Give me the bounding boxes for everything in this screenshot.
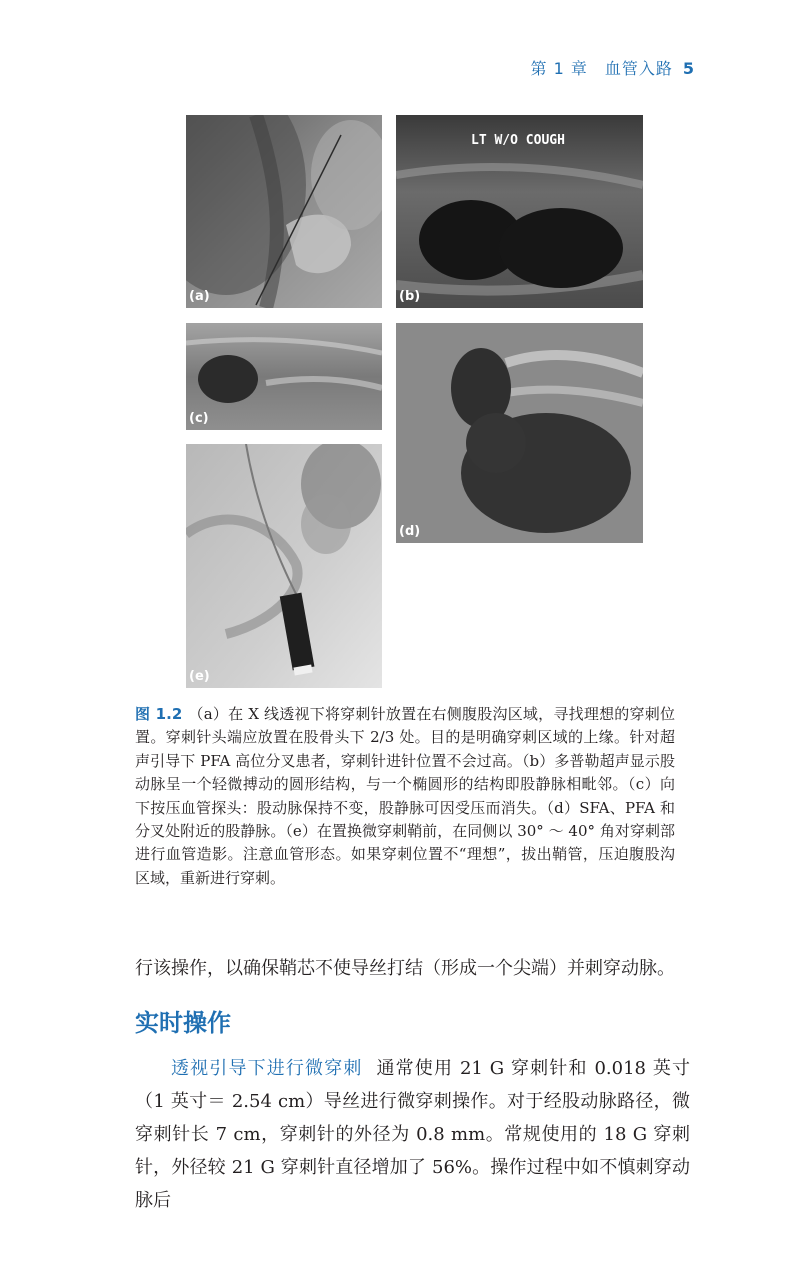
running-header — [531, 56, 696, 79]
section-title: 实时操作 — [135, 1009, 231, 1037]
angiography-image-e — [186, 444, 382, 688]
caption-text: （a）在 X 线透视下将穿刺针放置在右侧腹股沟区域，寻找理想的穿刺位置。穿刺针头端应放置在股骨头下 2/3 处。目的是明确穿刺区域的上缘。针对超声引导下 PFA 高位分叉患者，穿刺针进针位置不会过高。（b）多普勒超声显示股动脉呈一个轻微搏动的圆形结构，与一个椭圆形的结构即股静脉相毗邻。（c）向下按压血管探头：股动脉保持不变，股静脉可因受压而消失。（d）SFA、PFA 和分叉处附近的股静脉。（e）在置换微穿刺鞘前，在同侧以 30° ～ 40° 角对穿刺部进行血管造影。注意血管形态。如果穿刺位置不“理想”，拔出鞘管，压迫腹股沟区域，重新进行穿刺。 — [135, 705, 675, 887]
ultrasound-image-d — [396, 323, 643, 543]
panel-label-c: (c) — [189, 411, 209, 426]
panel-label-a: (a) — [189, 289, 210, 304]
figure-caption — [135, 703, 675, 890]
body-paragraph — [135, 1052, 690, 1217]
figure-panel-b — [396, 115, 643, 308]
panel-label-d: (d) — [399, 524, 421, 539]
page-number: 5 — [682, 59, 695, 78]
continued-text: 行该操作，以确保鞘芯不使导丝打结（形成一个尖端）并刺穿动脉。 — [135, 958, 675, 979]
paragraph-lead: 透视引导下进行微穿刺 — [171, 1058, 363, 1079]
chapter-title: 第 1 章 血管入路 — [530, 59, 673, 78]
ultrasound-image-c — [186, 323, 382, 430]
figure-panel-e — [186, 444, 382, 688]
panel-label-b: (b) — [399, 289, 421, 304]
panel-label-e: (e) — [189, 669, 210, 684]
figure-panel-a — [186, 115, 382, 308]
paragraph-text: 通常使用 21 G 穿刺针和 0.018 英寸（1 英寸＝ 2.54 cm）导丝进行微穿刺操作。对于经股动脉路径，微穿刺针长 7 cm，穿刺针的外径为 0.8 mm。常规使用的 18 G 穿刺针，外径较 21 G 穿刺针直径增加了 56%。操作过程中如不慎刺穿动脉后 — [135, 1058, 691, 1211]
fluoroscopy-image-a — [186, 115, 382, 308]
figure-panel-d — [396, 323, 643, 543]
figure-label: 图 1.2 — [135, 705, 183, 723]
ultrasound-overlay-text: LT W/O COUGH — [471, 133, 565, 148]
figure-panel-c — [186, 323, 382, 430]
